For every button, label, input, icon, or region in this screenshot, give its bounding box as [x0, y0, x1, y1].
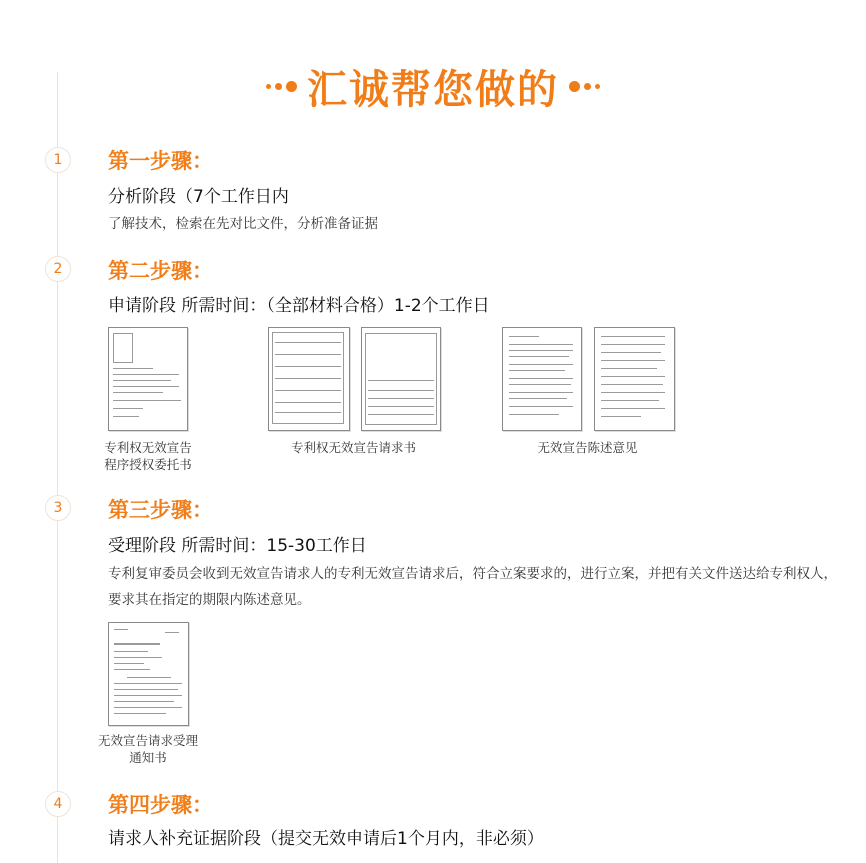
- caption-request-form: 专利权无效宣告请求书: [290, 440, 416, 455]
- timeline-line: [57, 72, 58, 863]
- document-thumbnail-statement-page-1[interactable]: [502, 327, 582, 431]
- step-3-title: 第三步骤：: [108, 498, 213, 522]
- step-3-description: 专利复审委员会收到无效宣告请求人的专利无效宣告请求后，符合立案要求的，进行立案，并把有关文件送达给专利权人， 要求其在指定的期限内陈述意见。: [108, 566, 837, 608]
- step-2-title: 第二步骤：: [108, 259, 213, 283]
- section-header: [0, 58, 866, 114]
- step-1-description: 了解技术，检索在先对比文件，分析准备证据: [108, 216, 378, 232]
- document-thumbnail-request-page-1[interactable]: [268, 327, 350, 431]
- left-dots-decoration: [266, 81, 297, 92]
- document-thumbnail-acceptance-notice[interactable]: [108, 622, 189, 726]
- step-2-subtitle: 申请阶段 所需时间：（全部材料合格）1-2个工作日: [108, 296, 490, 316]
- right-dots-decoration: [569, 81, 600, 92]
- caption-power-of-attorney: 专利权无效宣告 程序授权委托书: [104, 440, 192, 472]
- step-1-number: 1: [45, 147, 71, 173]
- document-thumbnail-power-of-attorney[interactable]: [108, 327, 188, 431]
- step-1-subtitle: 分析阶段（7个工作日内: [108, 187, 289, 207]
- step-4-title: 第四步骤：: [108, 793, 213, 817]
- step-3-number: 3: [45, 495, 71, 521]
- caption-statement: 无效宣告陈述意见: [537, 440, 638, 455]
- step-4-subtitle: 请求人补充证据阶段（提交无效申请后1个月内，非必须）: [108, 829, 544, 849]
- step-3-subtitle: 受理阶段 所需时间：15-30工作日: [108, 536, 367, 556]
- step-2-number: 2: [45, 256, 71, 282]
- caption-acceptance-notice: 无效宣告请求受理 通知书: [97, 733, 198, 765]
- step-1-title: 第一步骤：: [108, 149, 213, 173]
- document-thumbnail-request-page-2[interactable]: [361, 327, 441, 431]
- document-thumbnail-statement-page-2[interactable]: [594, 327, 675, 431]
- page-title: 汇诚帮您做的: [307, 66, 559, 113]
- step-4-number: 4: [45, 791, 71, 817]
